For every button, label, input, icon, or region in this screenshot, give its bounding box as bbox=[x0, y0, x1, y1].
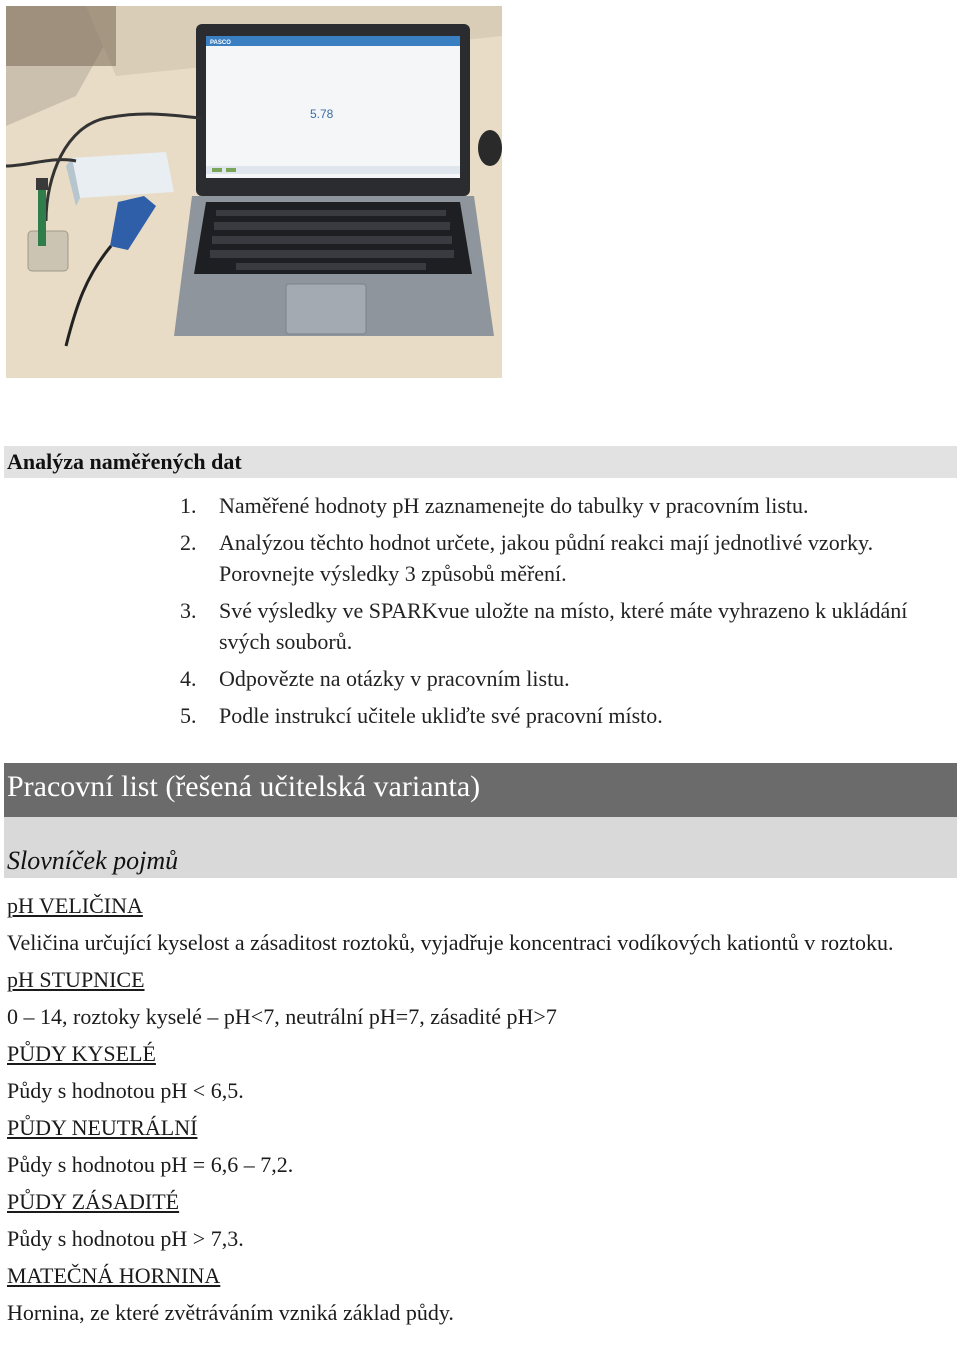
glossary-term: PŮDY NEUTRÁLNÍ bbox=[7, 1115, 198, 1140]
step-number: 1. bbox=[180, 493, 197, 518]
worksheet-title-bar bbox=[4, 763, 957, 817]
screen-brand-label: PASCO bbox=[210, 40, 231, 46]
list-item bbox=[180, 700, 940, 731]
analysis-heading: Analýza naměřených dat bbox=[7, 449, 242, 474]
glossary-definition: Hornina, ze které zvětráváním vzniká základ půdy. bbox=[7, 1300, 454, 1325]
worksheet-title: Pracovní list (řešená učitelská varianta) bbox=[7, 770, 481, 803]
glossary-term: PŮDY ZÁSADITÉ bbox=[7, 1189, 180, 1214]
glossary-term: pH STUPNICE bbox=[7, 967, 145, 992]
analysis-steps-list bbox=[180, 490, 940, 737]
glossary-term: MATEČNÁ HORNINA bbox=[7, 1263, 221, 1288]
glossary-definition: Půdy s hodnotou pH < 6,5. bbox=[7, 1078, 244, 1103]
list-item bbox=[180, 595, 940, 657]
glossary-term: PŮDY KYSELÉ bbox=[7, 1041, 156, 1066]
interface-device bbox=[72, 152, 174, 198]
lab-setup-illustration bbox=[6, 6, 502, 378]
glossary-definition: 0 – 14, roztoky kyselé – pH<7, neutrální pH=7, zásadité pH>7 bbox=[7, 1004, 557, 1029]
step-number: 5. bbox=[180, 703, 197, 728]
analysis-heading-bar bbox=[4, 446, 957, 478]
step-text: Své výsledky ve SPARKvue uložte na místo, které máte vyhrazeno k ukládání svých souborů. bbox=[219, 598, 908, 654]
beaker bbox=[28, 231, 68, 271]
step-number: 2. bbox=[180, 530, 197, 555]
list-item bbox=[180, 490, 940, 521]
step-text: Analýzou těchto hodnot určete, jakou půdní reakci mají jednotlivé vzorky. Porovnejte výsledky 3 způsobů měření. bbox=[219, 530, 874, 586]
glossary-title-bar bbox=[4, 817, 957, 878]
touchpad bbox=[286, 284, 366, 334]
glossary-definition: Půdy s hodnotou pH = 6,6 – 7,2. bbox=[7, 1152, 294, 1177]
step-text: Podle instrukcí učitele ukliďte své pracovní místo. bbox=[219, 703, 663, 728]
ph-reading-display: 5.78 bbox=[310, 107, 334, 121]
list-item bbox=[180, 527, 940, 589]
glossary bbox=[7, 890, 952, 1334]
step-number: 4. bbox=[180, 666, 197, 691]
glossary-term: pH VELIČINA bbox=[7, 893, 143, 918]
glossary-title: Slovníček pojmů bbox=[7, 846, 179, 875]
glossary-definition: Půdy s hodnotou pH > 7,3. bbox=[7, 1226, 244, 1251]
lab-setup-photo bbox=[6, 6, 502, 378]
step-text: Odpovězte na otázky v pracovním listu. bbox=[219, 666, 570, 691]
list-item bbox=[180, 663, 940, 694]
glossary-definition: Veličina určující kyselost a zásaditost roztoků, vyjadřuje koncentraci vodíkových kationtů v roztoku. bbox=[7, 930, 894, 955]
step-number: 3. bbox=[180, 598, 197, 623]
step-text: Naměřené hodnoty pH zaznamenejte do tabulky v pracovním listu. bbox=[219, 493, 809, 518]
